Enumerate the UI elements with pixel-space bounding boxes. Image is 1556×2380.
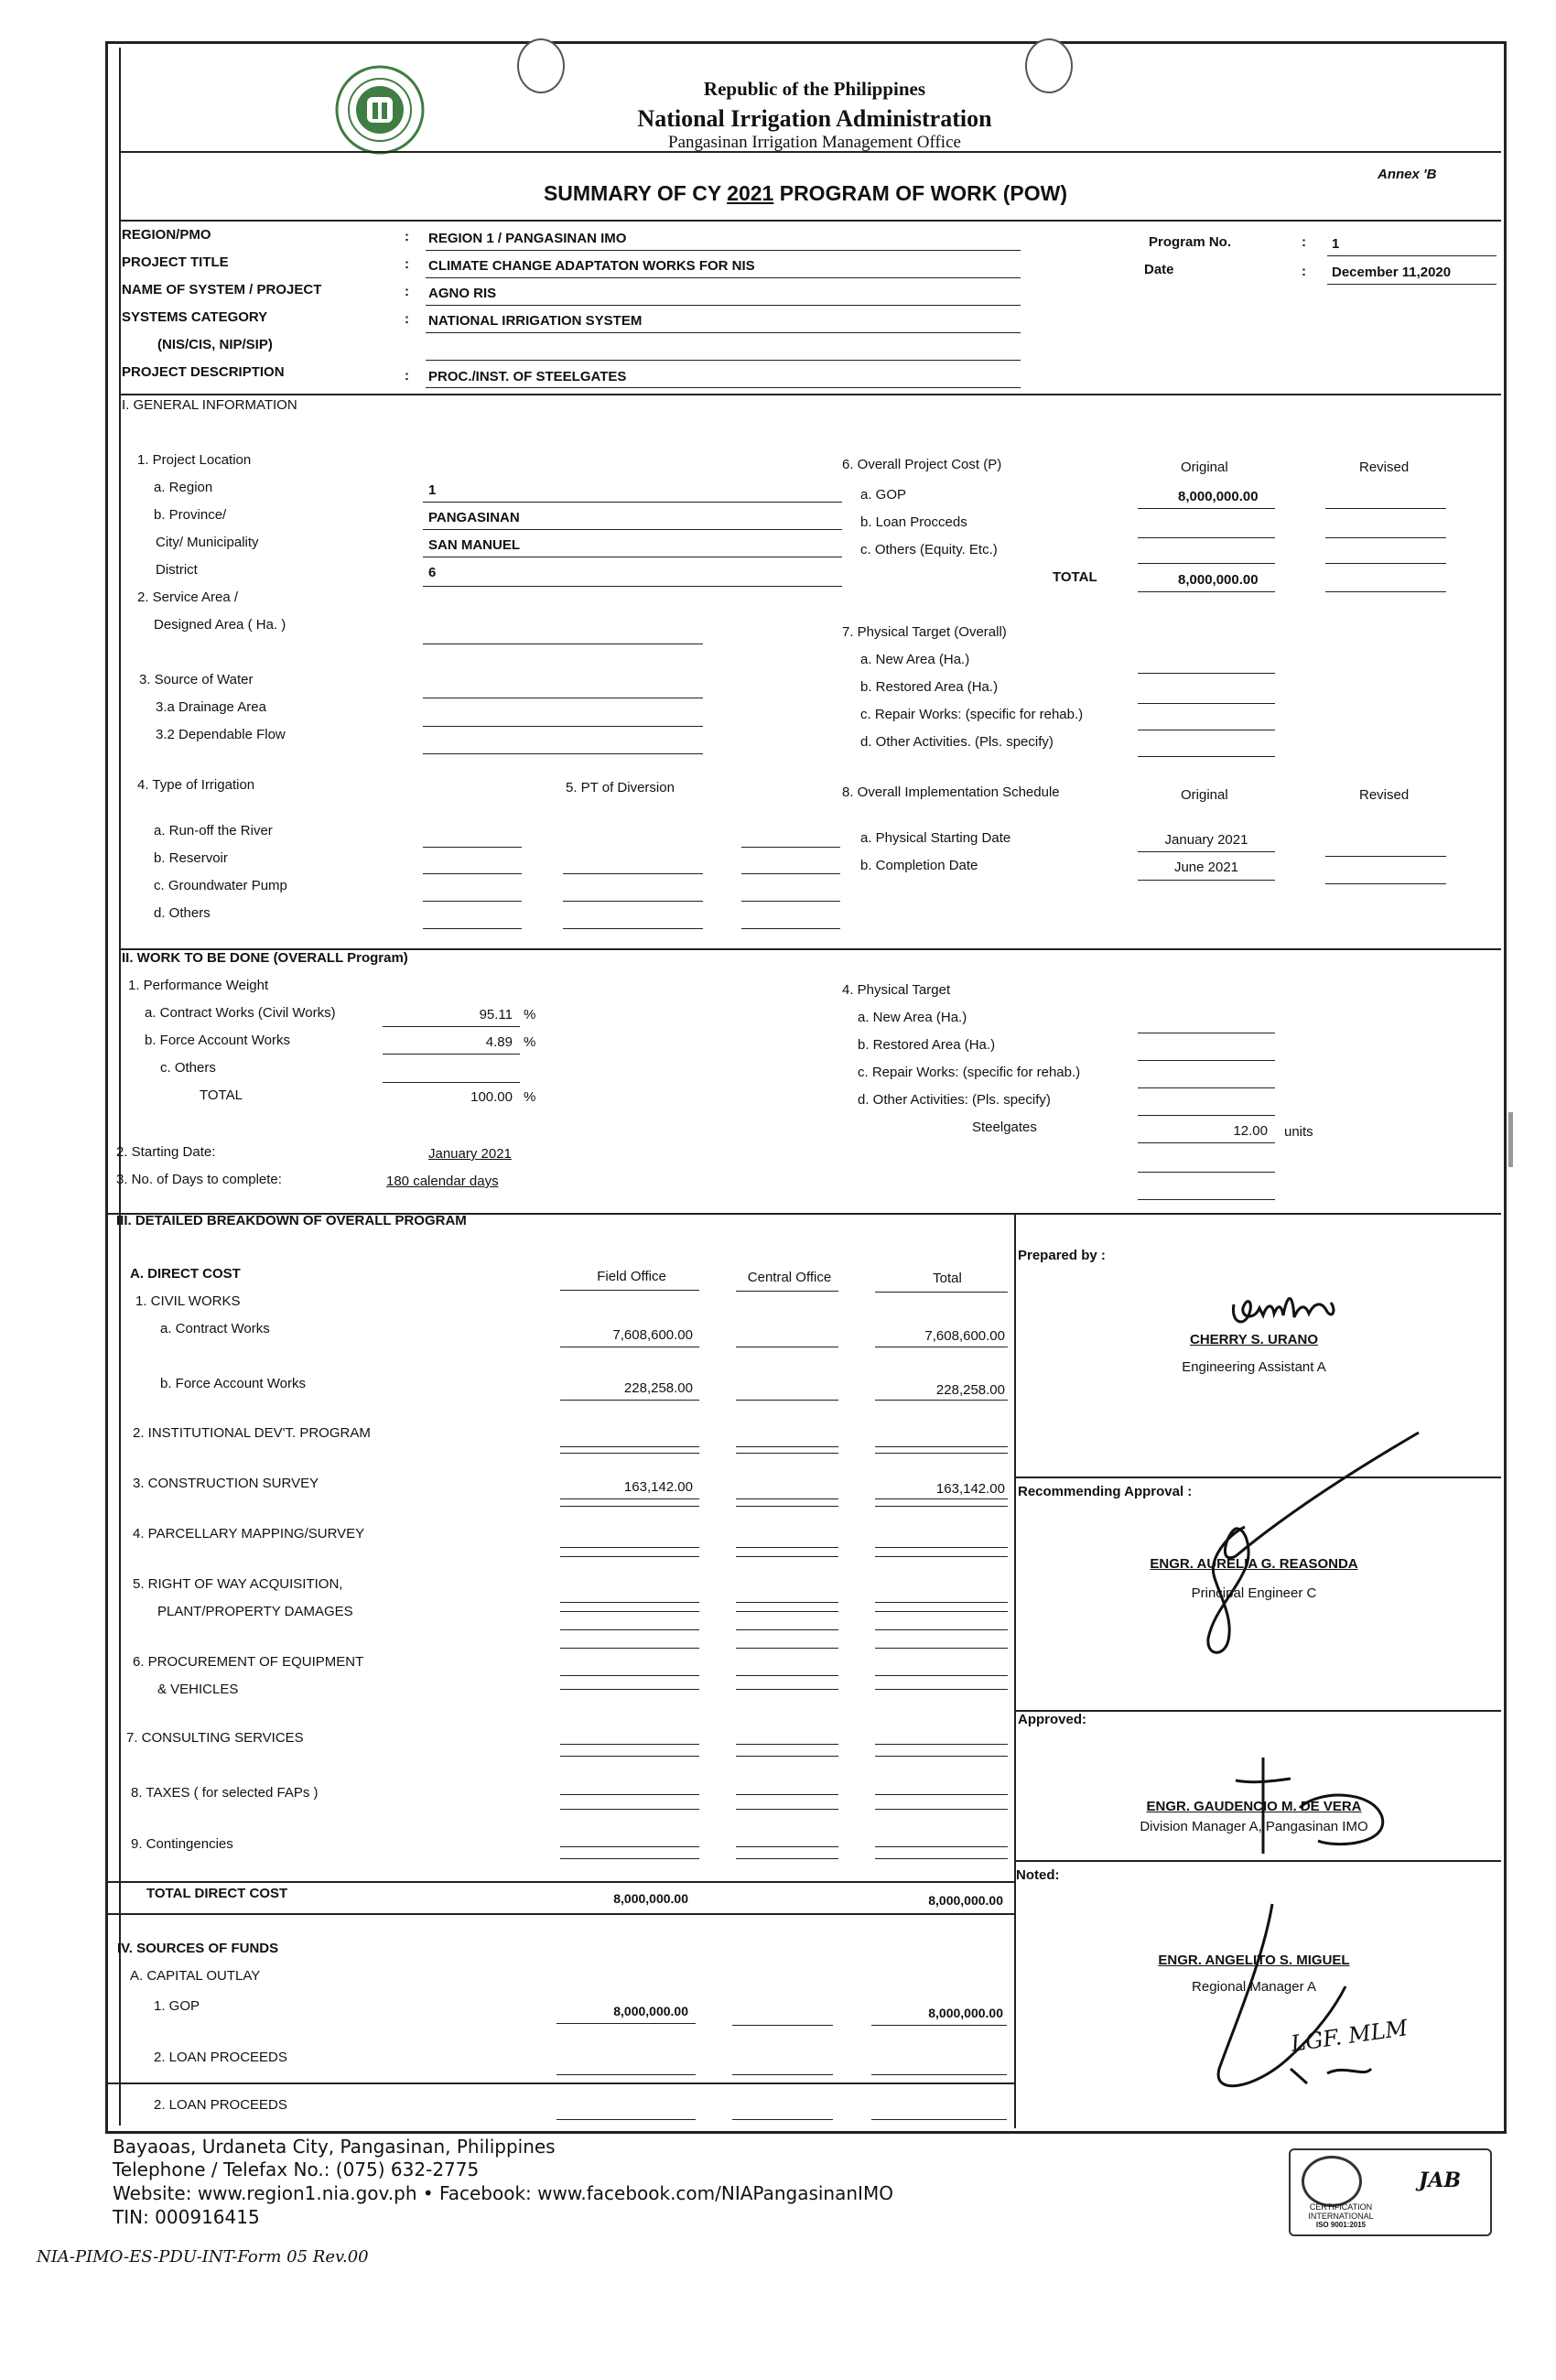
footer-phone: Telephone / Telefax No.: (075) 632-2775 [113, 2158, 480, 2180]
form-title [439, 181, 1172, 206]
work-new-area-label: a. New Area (Ha.) [858, 1010, 967, 1025]
funds-line [871, 2074, 1007, 2075]
signatory-divider [1014, 1213, 1016, 2128]
contract-line [383, 1026, 520, 1027]
province-label: b. Province/ [154, 507, 227, 523]
perf-weight-label: 1. Performance Weight [128, 978, 269, 993]
total-revised-line [1325, 591, 1446, 592]
system-label: NAME OF SYSTEM / PROJECT [122, 282, 322, 298]
funds-line [556, 2119, 696, 2120]
category-underline [426, 332, 1021, 333]
breakdown-blank-line [560, 1858, 699, 1859]
breakdown-blank-line [560, 1648, 699, 1649]
other-act-label: d. Other Activities. (Pls. specify) [860, 734, 1054, 750]
starting-date-value: January 2021 [428, 1146, 512, 1162]
start-line [1138, 851, 1275, 852]
gop-label: a. GOP [860, 487, 907, 503]
breakdown-blank-line [875, 1756, 1008, 1757]
breakdown-blank-line [875, 1858, 1008, 1859]
breakdown-blank-line [560, 1446, 699, 1447]
breakdown-blank-line [875, 1611, 1008, 1612]
groundwater-label: c. Groundwater Pump [154, 878, 287, 893]
desc-underline [426, 387, 1021, 388]
program-no-underline [1327, 255, 1497, 256]
total-direct-total: 8,000,000.00 [928, 1893, 1003, 1908]
force-line [383, 1054, 520, 1055]
approved-position: Division Manager A, Pangasinan IMO [1140, 1819, 1368, 1834]
restored-area-label: b. Restored Area (Ha.) [860, 679, 999, 695]
work-restored-label: b. Restored Area (Ha.) [858, 1037, 996, 1053]
region-field-value: 1 [428, 482, 437, 498]
bd-force-total: 228,258.00 [935, 1382, 1005, 1398]
recommend-label: Recommending Approval : [1018, 1484, 1193, 1499]
proc-label-2: & VEHICLES [157, 1682, 239, 1697]
designed-area-label: Designed Area ( Ha. ) [154, 617, 286, 633]
colon: : [405, 229, 409, 244]
breakdown-blank-line [560, 1498, 699, 1499]
completion-revised-line [1325, 883, 1446, 884]
recommend-name: ENGR. AURELIA G. REASONDA [1150, 1556, 1358, 1572]
breakdown-blank-line [736, 1446, 838, 1447]
breakdown-blank-line [560, 1689, 699, 1690]
runoff-label: a. Run-off the River [154, 823, 273, 838]
irr-line [563, 873, 703, 874]
funds-loan2-label: 2. LOAN PROCEEDS [154, 2097, 287, 2113]
service-area-label: 2. Service Area / [137, 590, 239, 605]
prepared-position: Engineering Assistant A [1182, 1359, 1326, 1375]
title-rule [119, 220, 1501, 222]
form-inner-left-border [119, 48, 121, 2126]
sig-rule [1014, 1710, 1501, 1712]
breakdown-blank-line [875, 1629, 1008, 1630]
breakdown-blank-line [560, 1556, 699, 1557]
title-underline [426, 277, 1021, 278]
cert-line1: CERTIFICATION [1309, 2202, 1373, 2212]
region-underline [426, 250, 1021, 251]
force-weight: 4.89 [485, 1034, 513, 1050]
survey-field: 163,142.00 [623, 1479, 693, 1495]
province-line [423, 529, 842, 530]
meta-bottom-rule [119, 394, 1501, 395]
funds-line [732, 2074, 833, 2075]
proc-label-1: 6. PROCUREMENT OF EQUIPMENT [133, 1654, 364, 1670]
drainage-line [423, 726, 703, 727]
capital-outlay-label: A. CAPITAL OUTLAY [130, 1968, 261, 1984]
breakdown-blank-line [560, 1809, 699, 1810]
bd-contract-label: a. Contract Works [160, 1321, 270, 1336]
breakdown-blank-line [560, 1453, 699, 1454]
steelgates-label: Steelgates [972, 1120, 1037, 1135]
completion-label: b. Completion Date [860, 858, 978, 873]
region-label: REGION/PMO [122, 227, 211, 243]
work-other-label: d. Other Activities: (Pls. specify) [858, 1092, 1051, 1108]
restored-line [1138, 703, 1275, 704]
funds-heading: IV. SOURCES OF FUNDS [117, 1941, 279, 1956]
start-date-value: January 2021 [1164, 832, 1248, 848]
system-underline [426, 305, 1021, 306]
force-works-label: b. Force Account Works [145, 1033, 290, 1048]
colon: : [1302, 264, 1306, 279]
breakdown-blank-line [875, 1675, 1008, 1676]
form-code: NIA-PIMO-ES-PDU-INT-Form 05 Rev.00 [37, 2247, 369, 2266]
footer-tin: TIN: 000916415 [113, 2206, 260, 2228]
irr-line [741, 873, 840, 874]
colon: : [405, 256, 409, 272]
irr-line [423, 873, 522, 874]
funds-loan-label: 2. LOAN PROCEEDS [154, 2050, 287, 2065]
col-field-office: Field Office [597, 1269, 666, 1284]
direct-cost-label: A. DIRECT COST [130, 1266, 241, 1282]
certification-logo-icon [1302, 2156, 1362, 2207]
starting-date-label: 2. Starting Date: [116, 1144, 216, 1160]
region-value: REGION 1 / PANGASINAN IMO [428, 231, 627, 246]
steel-line [1138, 1142, 1275, 1143]
breakdown-blank-line [736, 1400, 838, 1401]
annex-label: Annex 'B [1378, 167, 1437, 182]
project-cost-label: 6. Overall Project Cost (P) [842, 457, 1002, 472]
work-total-label: TOTAL [200, 1087, 243, 1103]
work-other-line [1138, 1115, 1275, 1116]
others-weight-label: c. Others [160, 1060, 216, 1076]
funds-line [871, 2025, 1007, 2026]
flow-label: 3.2 Dependable Flow [156, 727, 286, 742]
breakdown-blank-line [736, 1602, 838, 1603]
breakdown-blank-line [875, 1400, 1008, 1401]
system-value: AGNO RIS [428, 286, 497, 301]
other-act-line [1138, 756, 1275, 757]
header-agency: National Irrigation Administration [637, 105, 992, 132]
title-label: PROJECT TITLE [122, 254, 229, 270]
breakdown-blank-line [875, 1453, 1008, 1454]
scan-mark [1508, 1112, 1513, 1167]
others-line [1138, 563, 1275, 564]
breakdown-blank-line [736, 1794, 838, 1795]
breakdown-blank-line [875, 1602, 1008, 1603]
district-value: 6 [428, 565, 437, 580]
breakdown-blank-line [875, 1547, 1008, 1548]
breakdown-heading: III. DETAILED BREAKDOWN OF OVERALL PROGRAM [116, 1213, 467, 1228]
breakdown-blank-line [875, 1809, 1008, 1810]
date-label: Date [1144, 262, 1174, 277]
breakdown-blank-line [560, 1506, 699, 1507]
province-value: PANGASINAN [428, 510, 520, 525]
col-line [560, 1290, 699, 1291]
completion-line [1138, 880, 1275, 881]
schedule-label: 8. Overall Implementation Schedule [842, 784, 1060, 800]
cert-line2: INTERNATIONAL [1308, 2212, 1374, 2221]
recommend-signature [1181, 1428, 1437, 1671]
work-heading: II. WORK TO BE DONE (OVERALL Program) [122, 950, 408, 966]
funds-line [556, 2074, 696, 2075]
breakdown-blank-line [736, 1675, 838, 1676]
breakdown-blank-line [560, 1629, 699, 1630]
breakdown-blank-line [736, 1498, 838, 1499]
reservoir-label: b. Reservoir [154, 850, 228, 866]
survey-total: 163,142.00 [935, 1481, 1005, 1497]
date-underline [1327, 284, 1497, 285]
blank-line [1138, 1172, 1275, 1173]
title-post: PROGRAM OF WORK (POW) [773, 181, 1068, 205]
irr-line [741, 847, 840, 848]
sched-original-header: Original [1181, 787, 1228, 803]
breakdown-blank-line [875, 1846, 1008, 1847]
survey-label: 3. CONSTRUCTION SURVEY [133, 1476, 319, 1491]
percent-sign: % [524, 1034, 536, 1050]
bd-force-field: 228,258.00 [623, 1380, 693, 1396]
noted-name: ENGR. ANGELITO S. MIGUEL [1158, 1953, 1350, 1968]
breakdown-blank-line [875, 1498, 1008, 1499]
completion-value: June 2021 [1173, 860, 1239, 875]
prepared-by-label: Prepared by : [1018, 1248, 1106, 1263]
colon: : [405, 284, 409, 299]
date-value: December 11,2020 [1332, 265, 1452, 280]
header-rule [119, 151, 1501, 153]
city-label: City/ Municipality [156, 535, 259, 550]
days-value: 180 calendar days [386, 1174, 499, 1189]
region-field-label: a. Region [154, 480, 213, 495]
approved-label: Approved: [1018, 1712, 1086, 1727]
others-label: d. Others [154, 905, 211, 921]
col-line [736, 1291, 838, 1292]
project-location-label: 1. Project Location [137, 452, 252, 468]
recommend-position: Principal Engineer C [1191, 1585, 1317, 1601]
approved-name: ENGR. GAUDENCIO M. DE VERA [1146, 1799, 1362, 1814]
district-label: District [156, 562, 198, 578]
work-restored-line [1138, 1060, 1275, 1061]
desc-label: PROJECT DESCRIPTION [122, 364, 285, 380]
breakdown-blank-line [875, 1556, 1008, 1557]
blank-line [1138, 1199, 1275, 1200]
title-pre: SUMMARY OF CY [543, 181, 728, 205]
units-label: units [1284, 1124, 1313, 1140]
funds-gop-total: 8,000,000.00 [928, 2006, 1003, 2020]
breakdown-blank-line [736, 1756, 838, 1757]
others-weight-line [383, 1082, 520, 1083]
funds-line [871, 2119, 1007, 2120]
breakdown-blank-line [736, 1846, 838, 1847]
water-source-label: 3. Source of Water [139, 672, 254, 687]
funds-gop-label: 1. GOP [154, 1998, 200, 2014]
days-label: 3. No. of Days to complete: [116, 1172, 282, 1187]
total-line [1138, 591, 1275, 592]
handwritten-note: LGF. MLM [1289, 2015, 1410, 2057]
start-revised-line [1325, 856, 1446, 857]
funds-line [732, 2119, 833, 2120]
percent-sign: % [524, 1089, 536, 1105]
category-value: NATIONAL IRRIGATION SYSTEM [428, 313, 643, 329]
breakdown-blank-line [736, 1858, 838, 1859]
loan-line [1138, 537, 1275, 538]
breakdown-blank-line [560, 1611, 699, 1612]
footer-web: Website: www.region1.nia.gov.ph • Facebook: www.facebook.com/NIAPangasinanIMO [113, 2182, 893, 2204]
breakdown-blank-line [875, 1689, 1008, 1690]
total-direct-bottom [105, 1913, 1014, 1915]
sched-revised-header: Revised [1359, 787, 1410, 803]
city-value: SAN MANUEL [428, 537, 520, 553]
others-cost-label: c. Others (Equity. Etc.) [860, 542, 998, 557]
breakdown-blank-line [560, 1794, 699, 1795]
repair-label: c. Repair Works: (specific for rehab.) [860, 707, 1084, 722]
irr-line [423, 901, 522, 902]
pt-diversion-label: 5. PT of Diversion [566, 780, 675, 795]
percent-sign: % [524, 1007, 536, 1022]
breakdown-blank-line [736, 1648, 838, 1649]
total-direct-field: 8,000,000.00 [613, 1891, 688, 1906]
loan-label: b. Loan Procceds [860, 514, 967, 530]
bd-force-label: b. Force Account Works [160, 1376, 306, 1391]
breakdown-blank-line [736, 1809, 838, 1810]
breakdown-blank-line [875, 1648, 1008, 1649]
breakdown-blank-line [560, 1675, 699, 1676]
breakdown-blank-line [736, 1547, 838, 1548]
breakdown-blank-line [875, 1744, 1008, 1745]
sig-rule [1014, 1860, 1501, 1862]
gop-revised-line [1325, 508, 1446, 509]
irr-line [423, 847, 522, 848]
steelgates-value: 12.00 [1233, 1123, 1268, 1139]
col-central-office: Central Office [747, 1270, 832, 1285]
nia-logo [334, 64, 426, 156]
irr-line [741, 928, 840, 929]
breakdown-blank-line [736, 1629, 838, 1630]
district-line [423, 586, 842, 587]
start-date-label: a. Physical Starting Date [860, 830, 1011, 846]
bd-contract-field: 7,608,600.00 [612, 1327, 693, 1343]
contract-weight: 95.11 [479, 1007, 513, 1022]
original-header: Original [1181, 460, 1228, 475]
col-total: Total [933, 1271, 962, 1286]
breakdown-blank-line [736, 1556, 838, 1557]
header-office: Pangasinan Irrigation Management Office [668, 133, 961, 152]
breakdown-blank-line [736, 1689, 838, 1690]
revised-header: Revised [1359, 460, 1410, 475]
contingencies-label: 9. Contingencies [131, 1836, 233, 1852]
new-area-label: a. New Area (Ha.) [860, 652, 970, 667]
breakdown-blank-line [560, 1602, 699, 1603]
funds-line [556, 2023, 696, 2024]
prepared-name: CHERRY S. URANO [1189, 1332, 1319, 1347]
work-phys-label: 4. Physical Target [842, 982, 951, 998]
colon: : [405, 311, 409, 327]
gop-line [1138, 508, 1275, 509]
phys-target-label: 7. Physical Target (Overall) [842, 624, 1007, 640]
funds-gop-field: 8,000,000.00 [613, 2004, 688, 2018]
breakdown-blank-line [560, 1400, 699, 1401]
breakdown-blank-line [736, 1744, 838, 1745]
noted-label: Noted: [1016, 1867, 1060, 1883]
footer-address: Bayaoas, Urdaneta City, Pangasinan, Philippines [113, 2136, 556, 2158]
breakdown-blank-line [560, 1846, 699, 1847]
breakdown-blank-line [875, 1446, 1008, 1447]
bd-contract-total: 7,608,600.00 [924, 1328, 1005, 1344]
funds-line [732, 2025, 833, 2026]
breakdown-blank-line [875, 1506, 1008, 1507]
breakdown-blank-line [560, 1756, 699, 1757]
flow-line [423, 753, 703, 754]
loan-revised-line [1325, 537, 1446, 538]
breakdown-blank-line [560, 1744, 699, 1745]
funds-rule [105, 2082, 1014, 2084]
cert-line3: ISO 9001:2015 [1315, 2221, 1367, 2229]
row-label-1: 5. RIGHT OF WAY ACQUISITION, [133, 1576, 343, 1592]
breakdown-blank-line [875, 1794, 1008, 1795]
colon: : [405, 368, 409, 384]
total-direct-top [105, 1881, 1014, 1883]
total-cost-label: TOTAL [1053, 569, 1097, 585]
irr-line [741, 901, 840, 902]
breakdown-blank-line [736, 1611, 838, 1612]
others-revised-line [1325, 563, 1446, 564]
irrigation-type-label: 4. Type of Irrigation [137, 777, 255, 793]
breakdown-blank-line [736, 1506, 838, 1507]
title-year: 2021 [727, 181, 774, 205]
taxes-label: 8. TAXES ( for selected FAPs ) [131, 1785, 319, 1801]
inst-label: 2. INSTITUTIONAL DEV'T. PROGRAM [133, 1425, 371, 1441]
col-line [875, 1292, 1008, 1293]
irr-line [563, 928, 703, 929]
category-sub: (NIS/CIS, NIP/SIP) [157, 337, 273, 352]
row-label-2: PLANT/PROPERTY DAMAGES [157, 1604, 353, 1619]
region-field-line [423, 502, 842, 503]
irr-line [563, 901, 703, 902]
breakdown-blank-line [560, 1547, 699, 1548]
general-heading: I. GENERAL INFORMATION [122, 397, 297, 413]
work-repair-label: c. Repair Works: (specific for rehab.) [858, 1065, 1081, 1080]
drainage-label: 3.a Drainage Area [156, 699, 266, 715]
certification-badge [1289, 2148, 1492, 2236]
desc-value: PROC./INST. OF STEELGATES [428, 369, 627, 384]
category-underline-2 [426, 360, 1021, 361]
jab-logo: JAB [1419, 2169, 1462, 2192]
work-total-value: 100.00 [470, 1089, 513, 1105]
program-no-label: Program No. [1149, 234, 1232, 250]
work-repair-line [1138, 1087, 1275, 1088]
total-direct-label: TOTAL DIRECT COST [146, 1886, 288, 1901]
category-label: SYSTEMS CATEGORY [122, 309, 268, 325]
gop-original: 8,000,000.00 [1178, 489, 1259, 504]
total-cost-value: 8,000,000.00 [1178, 572, 1259, 588]
prepared-signature [1226, 1277, 1345, 1336]
parcel-label: 4. PARCELLARY MAPPING/SURVEY [133, 1526, 365, 1542]
header-line1: Republic of the Philippines [703, 78, 926, 100]
new-area-line [1138, 673, 1275, 674]
irr-line [423, 928, 522, 929]
contract-works-label: a. Contract Works (Civil Works) [145, 1005, 336, 1021]
consulting-label: 7. CONSULTING SERVICES [126, 1730, 304, 1746]
breakdown-blank-line [736, 1453, 838, 1454]
title-value: CLIMATE CHANGE ADAPTATON WORKS FOR NIS [428, 258, 755, 274]
colon: : [1302, 234, 1306, 250]
civil-works-label: 1. CIVIL WORKS [135, 1293, 241, 1309]
noted-position: Regional Manager A [1192, 1979, 1316, 1995]
program-no: 1 [1332, 236, 1340, 252]
noted-signature [1199, 1895, 1474, 2110]
